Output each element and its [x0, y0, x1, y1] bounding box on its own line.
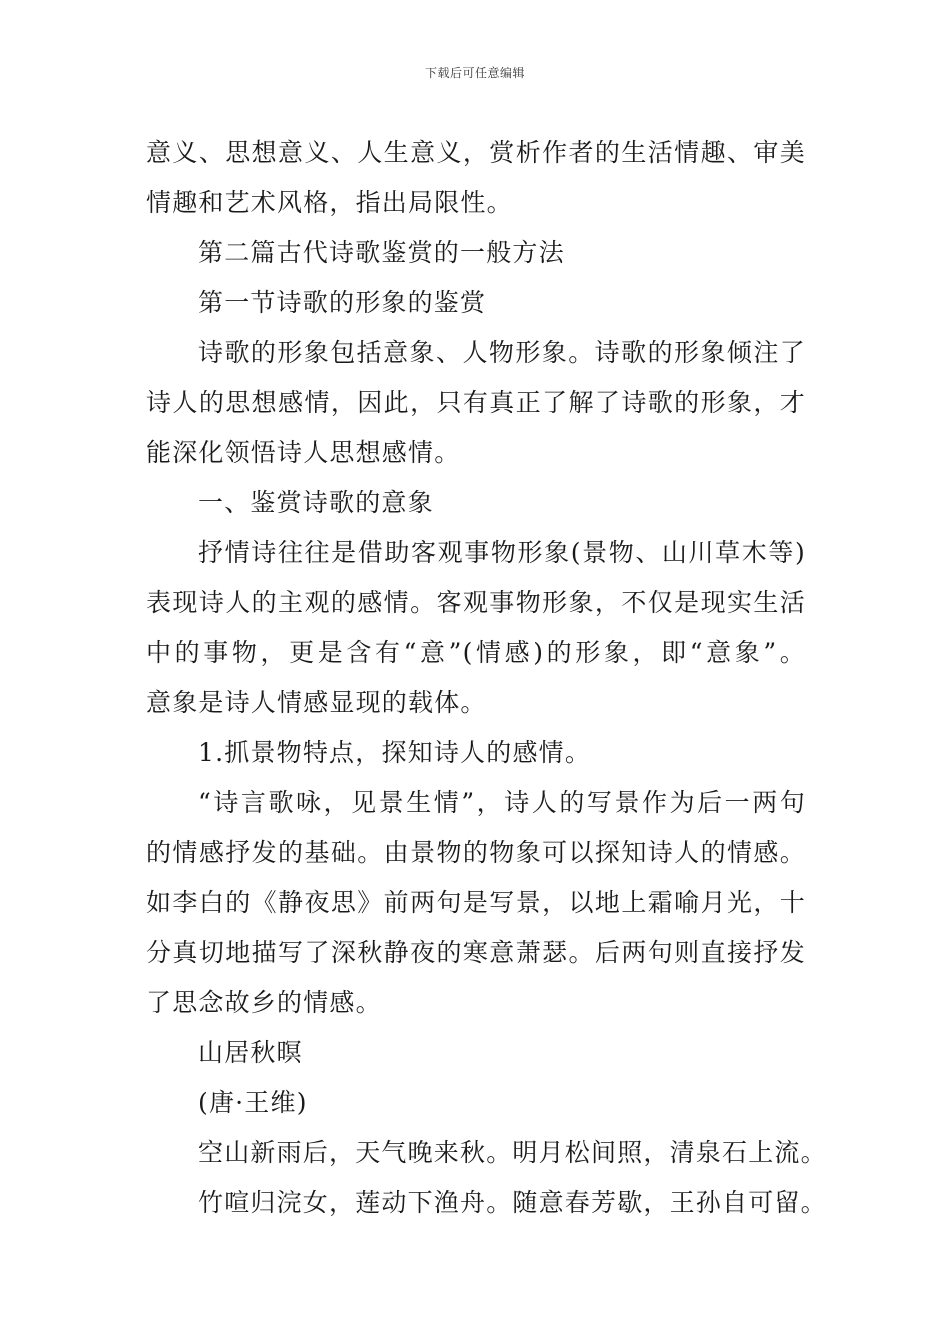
paragraph-line: 意义、思想意义、人生意义，赏析作者的生活情趣、审美	[146, 138, 806, 167]
chapter-heading: 第二篇古代诗歌鉴赏的一般方法	[198, 238, 565, 267]
section-heading: 第一节诗歌的形象的鉴赏	[198, 288, 487, 317]
paragraph-line: 的情感抒发的基础。由景物的物象可以探知诗人的情感。	[146, 838, 806, 867]
page-header-note: 下载后可任意编辑	[424, 66, 525, 80]
paragraph-line: 表现诗人的主观的感情。客观事物形象，不仅是现实生活	[146, 588, 806, 617]
paragraph-line: 分真切地描写了深秋静夜的寒意萧瑟。后两句则直接抒发	[146, 938, 806, 967]
paragraph-line: “诗言歌咏，见景生情”，诗人的写景作为后一两句	[198, 788, 806, 817]
paragraph-line: 诗人的思想感情，因此，只有真正了解了诗歌的形象，才	[146, 388, 806, 417]
paragraph-line: 能深化领悟诗人思想感情。	[146, 438, 461, 467]
paragraph-line: 如李白的《静夜思》前两句是写景，以地上霜喻月光，十	[146, 888, 806, 917]
paragraph-line: 了思念故乡的情感。	[146, 988, 382, 1017]
point-heading: 1.抓景物特点，探知诗人的感情。	[198, 738, 592, 767]
paragraph-line: 情趣和艺术风格，指出局限性。	[146, 188, 513, 217]
paragraph-line: 中的事物，更是含有“意”(情感)的形象，即“意象”。	[146, 638, 806, 667]
poem-line: 空山新雨后，天气晚来秋。明月松间照，清泉石上流。	[198, 1138, 827, 1167]
poem-line: 竹喧归浣女，莲动下渔舟。随意春芳歇，王孙自可留。	[198, 1188, 827, 1217]
paragraph-line: 抒情诗往往是借助客观事物形象(景物、山川草木等)	[198, 538, 806, 567]
paragraph-line: 意象是诗人情感显现的载体。	[146, 688, 487, 717]
document-body	[146, 128, 827, 1228]
poem-title: 山居秋暝	[198, 1038, 303, 1067]
paragraph-line: 诗歌的形象包括意象、人物形象。诗歌的形象倾注了	[198, 338, 806, 367]
subsection-heading: 一、鉴赏诗歌的意象	[198, 488, 434, 517]
poem-author: (唐·王维)	[198, 1088, 308, 1117]
